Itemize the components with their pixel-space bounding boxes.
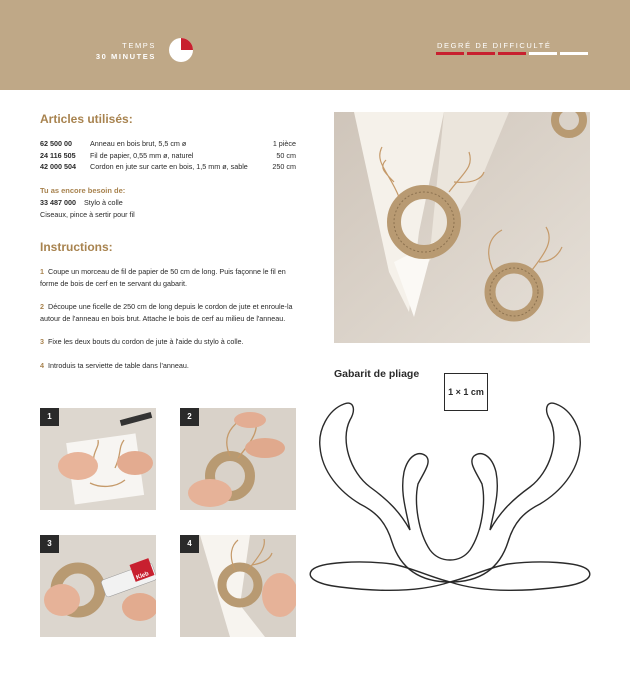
- materials-list: [40, 138, 296, 173]
- step-photo-1: [40, 408, 156, 510]
- step-badge-2: 2: [180, 408, 199, 426]
- step-number: 1: [40, 267, 44, 276]
- difficulty-bar: [560, 52, 588, 55]
- material-desc: Cordon en jute sur carte en bois, 1,5 mm ø, sable: [90, 162, 248, 171]
- step-photo-3: [40, 535, 156, 637]
- step-number: 2: [40, 302, 44, 311]
- step-number: 4: [40, 360, 44, 370]
- difficulty-label: DEGRÉ DE DIFFICULTÉ: [437, 41, 552, 50]
- difficulty-meter: [436, 52, 588, 55]
- step-number: 3: [40, 337, 44, 346]
- also-needed-title: Tu as encore besoin de:: [40, 186, 126, 195]
- template-title: Gabarit de pliage: [334, 368, 420, 380]
- material-ref: 62 500 00: [40, 139, 72, 148]
- also-needed-ref: 33 487 000: [40, 198, 76, 207]
- material-row: [40, 138, 296, 150]
- instructions-title: Instructions:: [40, 240, 113, 254]
- step-text: Découpe une ficelle de 250 cm de long depuis le cordon de jute et enroule-la autour de l'anneau en bois brut. Attache le bois de cerf au milieu de l'anneau.: [40, 302, 293, 323]
- step-text: Introduis ta serviette de table dans l'anneau.: [48, 360, 189, 370]
- also-needed-extra: Ciseaux, pince à sertir pour fil: [40, 209, 135, 219]
- clock-icon: [168, 37, 194, 63]
- header-band: [0, 0, 630, 90]
- material-qty: 250 cm: [272, 162, 296, 171]
- materials-title: Articles utilisés:: [40, 112, 133, 126]
- also-needed-list: [40, 197, 135, 220]
- difficulty-bar: [436, 52, 464, 55]
- material-desc: Anneau en bois brut, 5,5 cm ø: [90, 139, 187, 148]
- step-photo-2: [180, 408, 296, 510]
- instruction-step: [40, 301, 302, 324]
- difficulty-bar: [498, 52, 526, 55]
- step-badge-4: 4: [180, 535, 199, 553]
- instruction-step: [40, 336, 302, 348]
- instruction-step: [40, 266, 302, 289]
- material-ref: 42 000 504: [40, 162, 76, 171]
- material-desc: Fil de papier, 0,55 mm ø, naturel: [90, 150, 194, 160]
- material-ref: 24 116 505: [40, 150, 76, 160]
- glue-label: Kleb: [135, 571, 150, 582]
- scale-box: 1 × 1 cm: [444, 373, 488, 411]
- material-row: [40, 161, 296, 173]
- step-photo-4: [180, 535, 296, 637]
- material-qty: 1 pièce: [272, 139, 296, 148]
- step-badge-3: 3: [40, 535, 59, 553]
- difficulty-bar: [467, 52, 495, 55]
- time-label: TEMPS 30 MINUTES: [95, 41, 156, 61]
- material-qty: 50 cm: [276, 150, 296, 160]
- antler-template: [300, 392, 600, 622]
- material-row: [40, 150, 296, 162]
- also-needed-item: Stylo à colle: [83, 198, 123, 207]
- step-text: Coupe un morceau de fil de papier de 50 cm de long. Puis façonne le fil en forme de bois de cerf en te servant du gabarit.: [40, 267, 286, 288]
- step-badge-1: 1: [40, 408, 59, 426]
- step-text: Fixe les deux bouts du cordon de jute à l'aide du stylo à colle.: [48, 337, 244, 346]
- difficulty-bar: [529, 52, 557, 55]
- instruction-step: [40, 360, 302, 372]
- instructions-list: [40, 266, 302, 383]
- main-photo: [334, 112, 590, 343]
